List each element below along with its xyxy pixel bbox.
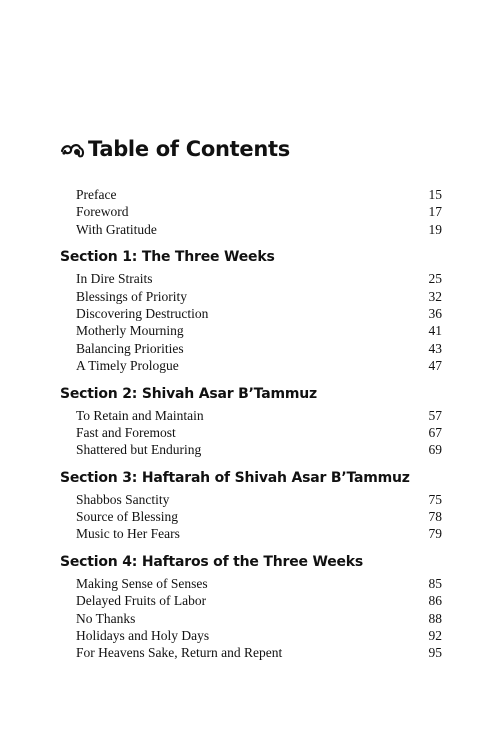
entry-page-number: 17 xyxy=(428,204,442,220)
entry-title: Making Sense of Senses xyxy=(76,575,208,591)
entry-title: Delayed Fruits of Labor xyxy=(76,593,207,609)
entry-title: For Heavens Sake, Return and Repent xyxy=(76,645,283,661)
toc-entry[interactable] xyxy=(60,270,442,287)
toc-entry[interactable] xyxy=(60,407,442,424)
entry-title: Motherly Mourning xyxy=(76,323,184,339)
entry-page-number: 69 xyxy=(428,442,442,458)
toc-entry[interactable] xyxy=(60,627,442,644)
section-entries xyxy=(60,407,442,459)
table-of-contents xyxy=(60,186,442,662)
toc-entry[interactable] xyxy=(60,644,442,661)
toc-entry[interactable] xyxy=(60,508,442,525)
entry-title: Source of Blessing xyxy=(76,509,178,525)
section-3 xyxy=(60,468,442,543)
section-heading[interactable]: Section 1: The Three Weeks xyxy=(60,249,275,266)
toc-entry[interactable] xyxy=(60,322,442,339)
section-heading[interactable]: Section 3: Haftarah of Shivah Asar B’Tammuz xyxy=(60,469,410,486)
section-4 xyxy=(60,552,442,662)
entry-title: Foreword xyxy=(76,204,129,220)
entry-title: In Dire Straits xyxy=(76,271,153,287)
section-2 xyxy=(60,384,442,459)
toc-entry[interactable] xyxy=(60,305,442,322)
entry-title: Blessings of Priority xyxy=(76,288,188,304)
entry-page-number: 67 xyxy=(428,424,442,440)
entry-page-number: 43 xyxy=(428,340,442,356)
entry-page-number: 19 xyxy=(428,221,442,237)
entry-page-number: 32 xyxy=(428,288,442,304)
entry-page-number: 95 xyxy=(428,645,442,661)
toc-entry[interactable] xyxy=(60,357,442,374)
toc-entry[interactable] xyxy=(60,203,442,220)
toc-entry[interactable] xyxy=(60,575,442,592)
toc-entry[interactable] xyxy=(60,424,442,441)
entry-page-number: 88 xyxy=(428,610,442,626)
entry-page-number: 85 xyxy=(428,575,442,591)
entry-page-number: 25 xyxy=(428,271,442,287)
entry-title: Balancing Priorities xyxy=(76,340,184,356)
toc-entry[interactable] xyxy=(60,288,442,305)
section-heading[interactable]: Section 4: Haftaros of the Three Weeks xyxy=(60,553,364,570)
entry-page-number: 57 xyxy=(428,407,442,423)
section-entries xyxy=(60,575,442,662)
entry-title: A Timely Prologue xyxy=(76,358,179,374)
ornament-icon xyxy=(60,140,86,158)
entry-title: Discovering Destruction xyxy=(76,305,209,321)
section-entries xyxy=(60,270,442,374)
entry-page-number: 79 xyxy=(428,526,442,542)
page-title-text: Table of Contents xyxy=(88,137,290,161)
entry-title: No Thanks xyxy=(76,610,136,626)
page-title xyxy=(60,137,290,161)
entry-title: Shabbos Sanctity xyxy=(76,491,170,507)
front-matter-list xyxy=(60,186,442,238)
entry-page-number: 36 xyxy=(428,305,442,321)
entry-title: Shattered but Enduring xyxy=(76,442,202,458)
entry-title: Holidays and Holy Days xyxy=(76,628,210,644)
toc-entry[interactable] xyxy=(60,491,442,508)
entry-title: To Retain and Maintain xyxy=(76,407,204,423)
toc-entry[interactable] xyxy=(60,610,442,627)
entry-page-number: 47 xyxy=(428,358,442,374)
entry-page-number: 78 xyxy=(428,509,442,525)
toc-entry[interactable] xyxy=(60,186,442,203)
section-heading[interactable]: Section 2: Shivah Asar B’Tammuz xyxy=(60,385,317,402)
section-1 xyxy=(60,247,442,374)
entry-page-number: 41 xyxy=(428,323,442,339)
toc-entry[interactable] xyxy=(60,592,442,609)
entry-page-number: 86 xyxy=(428,593,442,609)
entry-title: With Gratitude xyxy=(76,221,157,237)
toc-entry[interactable] xyxy=(60,441,442,458)
entry-page-number: 92 xyxy=(428,628,442,644)
entry-page-number: 15 xyxy=(428,187,442,202)
entry-page-number: 75 xyxy=(428,491,442,507)
entry-title: Preface xyxy=(76,187,117,202)
entry-title: Music to Her Fears xyxy=(76,526,180,542)
entry-title: Fast and Foremost xyxy=(76,424,176,440)
toc-entry[interactable] xyxy=(60,221,442,238)
section-entries xyxy=(60,491,442,543)
toc-entry[interactable] xyxy=(60,525,442,542)
toc-entry[interactable] xyxy=(60,340,442,357)
